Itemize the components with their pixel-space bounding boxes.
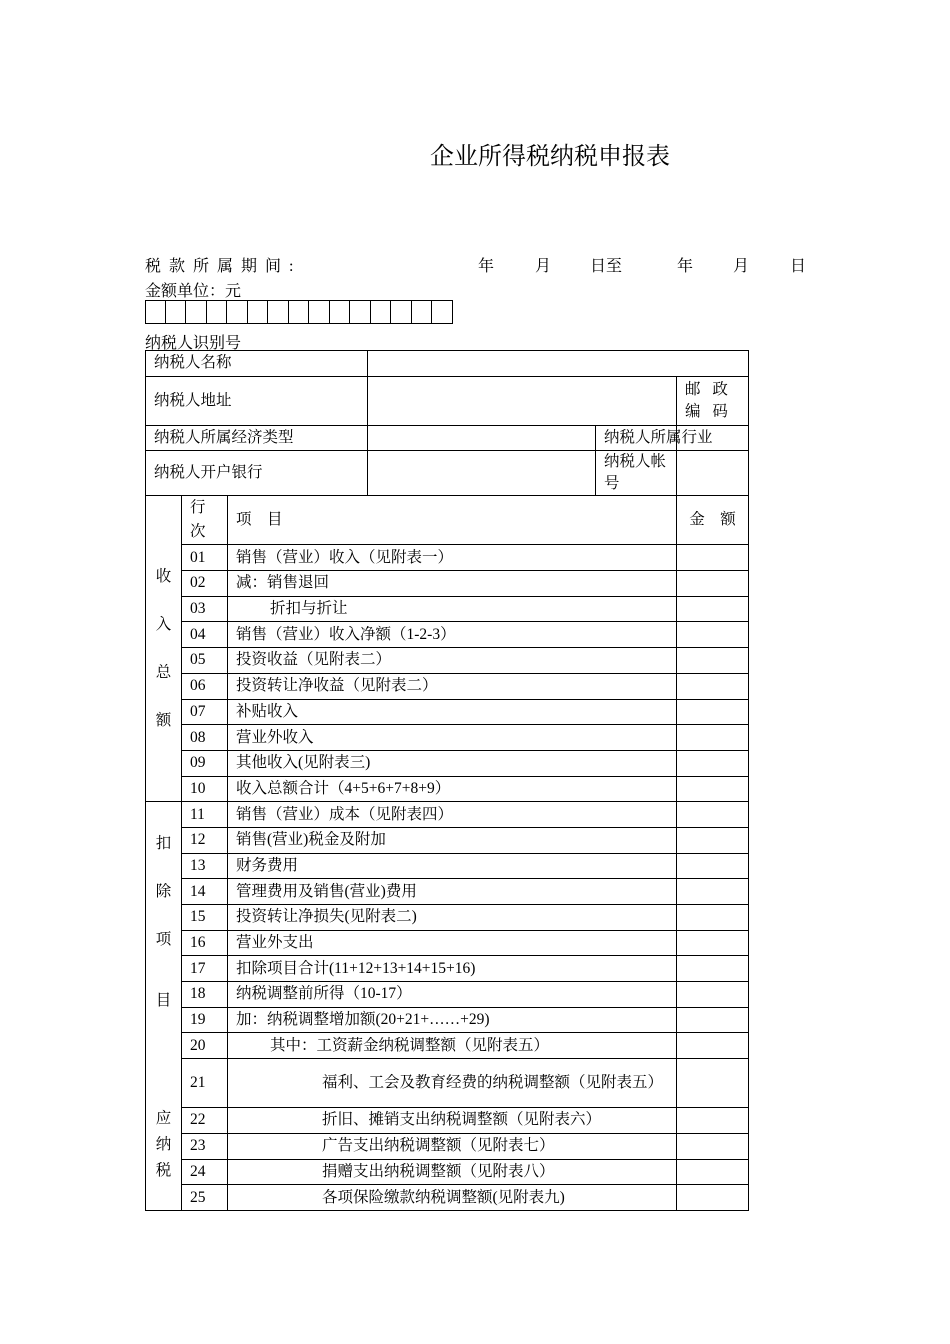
row-no: 08: [182, 725, 228, 751]
row-no: 14: [182, 879, 228, 905]
row-item: 营业外支出: [228, 930, 677, 956]
row-no: 01: [182, 545, 228, 571]
taxpayer-id-boxes[interactable]: [145, 300, 453, 324]
amount-field[interactable]: [677, 699, 749, 725]
account-label: 纳税人帐号: [596, 451, 677, 496]
row-no: 03: [182, 596, 228, 622]
row-item: 福利、工会及教育经费的纳税调整额（见附表五）: [228, 1059, 677, 1108]
amount-field[interactable]: [677, 545, 749, 571]
row-no: 22: [182, 1108, 228, 1134]
row-no: 07: [182, 699, 228, 725]
taxpayer-id-label: 纳税人识别号: [145, 335, 242, 352]
row-no: 10: [182, 776, 228, 802]
amount-field[interactable]: [677, 596, 749, 622]
row-no: 06: [182, 673, 228, 699]
amount-field[interactable]: [677, 648, 749, 674]
period-end-month-label: 月: [733, 258, 750, 275]
amount-field[interactable]: [677, 802, 749, 828]
amount-field[interactable]: [677, 905, 749, 931]
row-item: 各项保险缴款纳税调整额(见附表九): [228, 1185, 677, 1211]
id-digit-box[interactable]: [432, 300, 453, 324]
period-start-day-label: 日至: [590, 258, 623, 275]
row-item: 投资转让净收益（见附表二）: [228, 673, 677, 699]
row-no: 23: [182, 1133, 228, 1159]
amount-field[interactable]: [677, 827, 749, 853]
row-item: 营业外收入: [228, 725, 677, 751]
id-digit-box[interactable]: [186, 300, 207, 324]
row-item: 扣除项目合计(11+12+13+14+15+16): [228, 956, 677, 982]
row-item: 折扣与折让: [228, 596, 677, 622]
period-end-year-label: 年: [677, 258, 694, 275]
row-item: 减：销售退回: [228, 571, 677, 597]
amount-field[interactable]: [677, 673, 749, 699]
amount-field[interactable]: [677, 930, 749, 956]
row-item: 财务费用: [228, 853, 677, 879]
id-digit-box[interactable]: [227, 300, 248, 324]
row-no: 25: [182, 1185, 228, 1211]
taxpayer-address-field[interactable]: [368, 376, 677, 425]
row-no: 16: [182, 930, 228, 956]
id-digit-box[interactable]: [412, 300, 433, 324]
row-no: 05: [182, 648, 228, 674]
row-item: 补贴收入: [228, 699, 677, 725]
row-no: 12: [182, 827, 228, 853]
section-taxable-label: 目 应 纳 税: [146, 982, 182, 1211]
industry-label: 纳税人所属行业: [596, 425, 677, 451]
section-deduct-label: 扣 除 项: [146, 802, 182, 982]
postcode-label: 邮 政 编 码: [677, 376, 749, 425]
row-item: 管理费用及销售(营业)费用: [228, 879, 677, 905]
id-digit-box[interactable]: [391, 300, 412, 324]
bank-field[interactable]: [368, 451, 596, 496]
amount-header: 金 额: [677, 496, 749, 545]
amount-unit: 金额单位：元: [145, 283, 242, 300]
row-item: 投资转让净损失(见附表二): [228, 905, 677, 931]
id-digit-box[interactable]: [207, 300, 228, 324]
item-header: 项 目: [228, 496, 677, 545]
section-income-label: 收 入 总 额: [146, 496, 182, 802]
row-item: 投资收益（见附表二）: [228, 648, 677, 674]
amount-field[interactable]: [677, 1159, 749, 1185]
amount-field[interactable]: [677, 879, 749, 905]
row-item: 其中：工资薪金纳税调整额（见附表五）: [228, 1033, 677, 1059]
economic-type-label: 纳税人所属经济类型: [146, 425, 368, 451]
amount-field[interactable]: [677, 571, 749, 597]
row-no: 13: [182, 853, 228, 879]
row-item: 纳税调整前所得（10-17）: [228, 982, 677, 1008]
amount-field[interactable]: [677, 982, 749, 1008]
row-item: 其他收入(见附表三): [228, 750, 677, 776]
amount-field[interactable]: [677, 956, 749, 982]
tax-period-label: 税 款 所 属 期 间 :: [145, 258, 296, 275]
id-digit-box[interactable]: [371, 300, 392, 324]
tax-return-table: [145, 350, 749, 1211]
row-no: 17: [182, 956, 228, 982]
row-no: 02: [182, 571, 228, 597]
economic-type-field[interactable]: [368, 425, 596, 451]
amount-field[interactable]: [677, 622, 749, 648]
row-no: 21: [182, 1059, 228, 1108]
amount-field[interactable]: [677, 1033, 749, 1059]
row-item: 销售（营业）成本（见附表四）: [228, 802, 677, 828]
id-digit-box[interactable]: [145, 300, 166, 324]
row-item: 加：纳税调整增加额(20+21+……+29): [228, 1007, 677, 1033]
row-item: 收入总额合计（4+5+6+7+8+9）: [228, 776, 677, 802]
period-start-year-label: 年: [478, 258, 495, 275]
amount-field[interactable]: [677, 1133, 749, 1159]
taxpayer-name-field[interactable]: [368, 351, 749, 377]
id-digit-box[interactable]: [248, 300, 269, 324]
period-end-day-label: 日: [790, 258, 807, 275]
row-item: 销售（营业）收入（见附表一）: [228, 545, 677, 571]
row-no: 18: [182, 982, 228, 1008]
taxpayer-name-label: 纳税人名称: [146, 351, 368, 377]
amount-field[interactable]: [677, 853, 749, 879]
amount-field[interactable]: [677, 1007, 749, 1033]
row-item: 广告支出纳税调整额（见附表七）: [228, 1133, 677, 1159]
amount-field[interactable]: [677, 750, 749, 776]
row-no: 19: [182, 1007, 228, 1033]
id-digit-box[interactable]: [309, 300, 330, 324]
row-item: 捐赠支出纳税调整额（见附表八）: [228, 1159, 677, 1185]
row-no: 09: [182, 750, 228, 776]
amount-field[interactable]: [677, 1059, 749, 1108]
row-no: 11: [182, 802, 228, 828]
account-field[interactable]: [677, 451, 749, 496]
row-item: 折旧、摊销支出纳税调整额（见附表六）: [228, 1108, 677, 1134]
row-no: 20: [182, 1033, 228, 1059]
form-title: 企业所得税纳税申报表: [430, 142, 670, 170]
id-digit-box[interactable]: [350, 300, 371, 324]
id-digit-box[interactable]: [289, 300, 310, 324]
row-no: 24: [182, 1159, 228, 1185]
row-no: 04: [182, 622, 228, 648]
row-item: 销售（营业）收入净额（1-2-3）: [228, 622, 677, 648]
id-digit-box[interactable]: [330, 300, 351, 324]
id-digit-box[interactable]: [166, 300, 187, 324]
row-no-header: 行次: [182, 496, 228, 545]
bank-label: 纳税人开户银行: [146, 451, 368, 496]
row-item: 销售(营业)税金及附加: [228, 827, 677, 853]
amount-field[interactable]: [677, 776, 749, 802]
period-start-month-label: 月: [535, 258, 552, 275]
id-digit-box[interactable]: [268, 300, 289, 324]
amount-field[interactable]: [677, 1185, 749, 1211]
amount-field[interactable]: [677, 1108, 749, 1134]
amount-field[interactable]: [677, 725, 749, 751]
row-no: 15: [182, 905, 228, 931]
taxpayer-address-label: 纳税人地址: [146, 376, 368, 425]
